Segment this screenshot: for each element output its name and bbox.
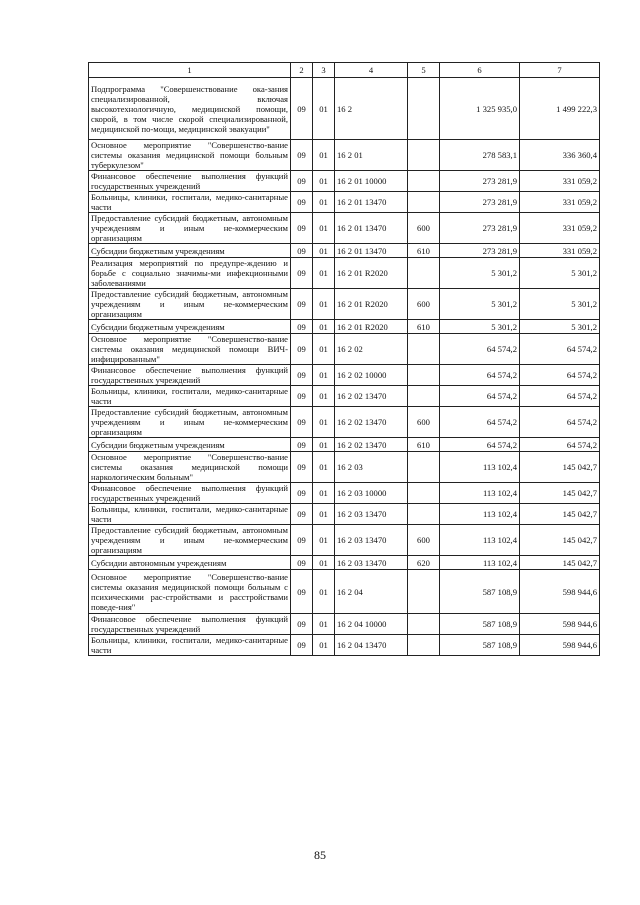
subsection-cell: 01 [313,213,335,244]
subsection-cell: 01 [313,334,335,365]
subsection-cell: 01 [313,140,335,171]
expense-type-cell [408,483,440,504]
amount-year2-cell: 64 574,2 [520,334,600,365]
table-row [89,213,600,244]
subsection-cell: 01 [313,483,335,504]
expense-type-cell [408,570,440,614]
target-code-cell: 16 2 01 13470 [335,213,408,244]
subsection-cell: 01 [313,570,335,614]
section-cell: 09 [291,504,313,525]
target-code-cell: 16 2 03 13470 [335,525,408,556]
target-code-cell: 16 2 01 R2020 [335,258,408,289]
amount-year1-cell: 273 281,9 [440,192,520,213]
amount-year2-cell: 336 360,4 [520,140,600,171]
expense-type-cell [408,504,440,525]
target-code-cell: 16 2 03 10000 [335,483,408,504]
table-row [89,365,600,386]
section-cell: 09 [291,635,313,656]
amount-year2-cell: 598 944,6 [520,570,600,614]
table-row [89,386,600,407]
header-col-5: 5 [408,63,440,78]
amount-year2-cell: 64 574,2 [520,438,600,452]
name-cell: Больницы, клиники, госпитали, медико-санитарные части [89,192,291,213]
subsection-cell: 01 [313,365,335,386]
section-cell: 09 [291,78,313,140]
amount-year2-cell: 64 574,2 [520,365,600,386]
table-row [89,192,600,213]
header-col-4: 4 [335,63,408,78]
section-cell: 09 [291,334,313,365]
target-code-cell: 16 2 02 13470 [335,386,408,407]
target-code-cell: 16 2 02 10000 [335,365,408,386]
target-code-cell: 16 2 03 13470 [335,504,408,525]
subsection-cell: 01 [313,556,335,570]
amount-year1-cell: 5 301,2 [440,289,520,320]
name-cell: Основное мероприятие "Совершенство-вание системы оказания медицинской помощи ВИЧ-инфицированным" [89,334,291,365]
expense-type-cell [408,386,440,407]
amount-year1-cell: 273 281,9 [440,171,520,192]
section-cell: 09 [291,452,313,483]
amount-year1-cell: 113 102,4 [440,525,520,556]
section-cell: 09 [291,386,313,407]
amount-year1-cell: 113 102,4 [440,452,520,483]
amount-year1-cell: 587 108,9 [440,635,520,656]
amount-year2-cell: 145 042,7 [520,483,600,504]
table-row [89,570,600,614]
name-cell: Больницы, клиники, госпитали, медико-санитарные части [89,504,291,525]
name-cell: Финансовое обеспечение выполнения функций государственных учреждений [89,365,291,386]
expense-type-cell [408,614,440,635]
amount-year2-cell: 145 042,7 [520,452,600,483]
subsection-cell: 01 [313,192,335,213]
subsection-cell: 01 [313,452,335,483]
subsection-cell: 01 [313,289,335,320]
expense-type-cell [408,258,440,289]
name-cell: Финансовое обеспечение выполнения функций государственных учреждений [89,483,291,504]
subsection-cell: 01 [313,525,335,556]
amount-year2-cell: 1 499 222,3 [520,78,600,140]
amount-year1-cell: 64 574,2 [440,365,520,386]
amount-year2-cell: 145 042,7 [520,556,600,570]
name-cell: Основное мероприятие "Совершенство-вание системы оказания медицинской помощи больным с психическими рас-стройствами и расстройствами поведе-ния" [89,570,291,614]
expense-type-cell: 610 [408,320,440,334]
expense-type-cell [408,171,440,192]
amount-year1-cell: 587 108,9 [440,614,520,635]
subsection-cell: 01 [313,244,335,258]
amount-year1-cell: 113 102,4 [440,504,520,525]
amount-year2-cell: 145 042,7 [520,525,600,556]
section-cell: 09 [291,244,313,258]
table-row [89,407,600,438]
section-cell: 09 [291,556,313,570]
name-cell: Больницы, клиники, госпитали, медико-санитарные части [89,386,291,407]
expense-type-cell [408,635,440,656]
amount-year2-cell: 331 059,2 [520,171,600,192]
name-cell: Основное мероприятие "Совершенство-вание системы оказания медицинской помощи наркологическим больным" [89,452,291,483]
section-cell: 09 [291,614,313,635]
expense-type-cell: 600 [408,213,440,244]
name-cell: Финансовое обеспечение выполнения функций государственных учреждений [89,614,291,635]
amount-year1-cell: 273 281,9 [440,213,520,244]
name-cell: Больницы, клиники, госпитали, медико-санитарные части [89,635,291,656]
name-cell: Субсидии бюджетным учреждениям [89,244,291,258]
expense-type-cell [408,78,440,140]
table-row [89,614,600,635]
amount-year2-cell: 331 059,2 [520,213,600,244]
section-cell: 09 [291,365,313,386]
target-code-cell: 16 2 04 10000 [335,614,408,635]
subsection-cell: 01 [313,504,335,525]
section-cell: 09 [291,570,313,614]
amount-year2-cell: 5 301,2 [520,258,600,289]
amount-year1-cell: 64 574,2 [440,386,520,407]
section-cell: 09 [291,140,313,171]
table-row [89,289,600,320]
target-code-cell: 16 2 02 13470 [335,407,408,438]
name-cell: Субсидии бюджетным учреждениям [89,438,291,452]
section-cell: 09 [291,483,313,504]
amount-year2-cell: 5 301,2 [520,320,600,334]
target-code-cell: 16 2 04 [335,570,408,614]
table-row [89,320,600,334]
amount-year1-cell: 273 281,9 [440,244,520,258]
section-cell: 09 [291,192,313,213]
expense-type-cell: 620 [408,556,440,570]
amount-year2-cell: 64 574,2 [520,386,600,407]
amount-year1-cell: 278 583,1 [440,140,520,171]
section-cell: 09 [291,407,313,438]
subsection-cell: 01 [313,171,335,192]
amount-year1-cell: 5 301,2 [440,258,520,289]
table-row [89,525,600,556]
header-col-6: 6 [440,63,520,78]
target-code-cell: 16 2 01 R2020 [335,320,408,334]
target-code-cell: 16 2 03 [335,452,408,483]
table-header-row [89,63,600,78]
subsection-cell: 01 [313,78,335,140]
target-code-cell: 16 2 03 13470 [335,556,408,570]
target-code-cell: 16 2 02 13470 [335,438,408,452]
section-cell: 09 [291,289,313,320]
expense-type-cell [408,365,440,386]
expense-type-cell: 600 [408,525,440,556]
target-code-cell: 16 2 01 R2020 [335,289,408,320]
name-cell: Предоставление субсидий бюджетным, автономным учреждениям и иным не-коммерческим организациям [89,407,291,438]
name-cell: Финансовое обеспечение выполнения функций государственных учреждений [89,171,291,192]
name-cell: Субсидии бюджетным учреждениям [89,320,291,334]
amount-year1-cell: 64 574,2 [440,438,520,452]
amount-year1-cell: 113 102,4 [440,483,520,504]
subsection-cell: 01 [313,386,335,407]
header-col-7: 7 [520,63,600,78]
amount-year2-cell: 5 301,2 [520,289,600,320]
table-row [89,504,600,525]
section-cell: 09 [291,213,313,244]
name-cell: Предоставление субсидий бюджетным, автономным учреждениям и иным не-коммерческим организациям [89,213,291,244]
name-cell: Предоставление субсидий бюджетным, автономным учреждениям и иным не-коммерческим организациям [89,525,291,556]
header-col-2: 2 [291,63,313,78]
name-cell: Реализация мероприятий по предупре-ждению и борьбе с социально значимы-ми инфекционными заболеваниями [89,258,291,289]
expense-type-cell [408,192,440,213]
table-row [89,140,600,171]
expense-type-cell: 600 [408,289,440,320]
name-cell: Основное мероприятие "Совершенство-вание системы оказания медицинской помощи больным туберкулезом" [89,140,291,171]
header-col-1: 1 [89,63,291,78]
target-code-cell: 16 2 01 10000 [335,171,408,192]
expense-type-cell: 610 [408,244,440,258]
budget-table [88,62,600,656]
header-col-3: 3 [313,63,335,78]
amount-year2-cell: 331 059,2 [520,244,600,258]
table-row [89,334,600,365]
table-row [89,556,600,570]
table-row [89,258,600,289]
expense-type-cell [408,140,440,171]
table-row [89,78,600,140]
table-body [89,78,600,656]
subsection-cell: 01 [313,614,335,635]
target-code-cell: 16 2 02 [335,334,408,365]
page-number: 85 [314,848,326,862]
amount-year2-cell: 598 944,6 [520,614,600,635]
subsection-cell: 01 [313,635,335,656]
subsection-cell: 01 [313,407,335,438]
amount-year2-cell: 145 042,7 [520,504,600,525]
target-code-cell: 16 2 01 13470 [335,244,408,258]
amount-year2-cell: 598 944,6 [520,635,600,656]
target-code-cell: 16 2 01 [335,140,408,171]
target-code-cell: 16 2 [335,78,408,140]
section-cell: 09 [291,320,313,334]
amount-year1-cell: 64 574,2 [440,407,520,438]
amount-year1-cell: 64 574,2 [440,334,520,365]
subsection-cell: 01 [313,438,335,452]
table-row [89,171,600,192]
target-code-cell: 16 2 01 13470 [335,192,408,213]
expense-type-cell: 600 [408,407,440,438]
expense-type-cell [408,334,440,365]
table-row [89,244,600,258]
name-cell: Подпрограмма "Совершенствование ока-зания специализированной, включая высокотехнологичную, медицинской помощи, скорой, в том числе скорой специализированной, медицинской по-мощи, медицинской эвакуации" [89,78,291,140]
amount-year1-cell: 1 325 935,0 [440,78,520,140]
amount-year1-cell: 5 301,2 [440,320,520,334]
expense-type-cell [408,452,440,483]
table-row [89,483,600,504]
expense-type-cell: 610 [408,438,440,452]
section-cell: 09 [291,171,313,192]
amount-year2-cell: 64 574,2 [520,407,600,438]
subsection-cell: 01 [313,320,335,334]
subsection-cell: 01 [313,258,335,289]
table-row [89,635,600,656]
amount-year1-cell: 113 102,4 [440,556,520,570]
name-cell: Предоставление субсидий бюджетным, автономным учреждениям и иным не-коммерческим организациям [89,289,291,320]
section-cell: 09 [291,438,313,452]
table-row [89,452,600,483]
section-cell: 09 [291,258,313,289]
table-row [89,438,600,452]
section-cell: 09 [291,525,313,556]
amount-year1-cell: 587 108,9 [440,570,520,614]
name-cell: Субсидии автономным учреждениям [89,556,291,570]
amount-year2-cell: 331 059,2 [520,192,600,213]
target-code-cell: 16 2 04 13470 [335,635,408,656]
